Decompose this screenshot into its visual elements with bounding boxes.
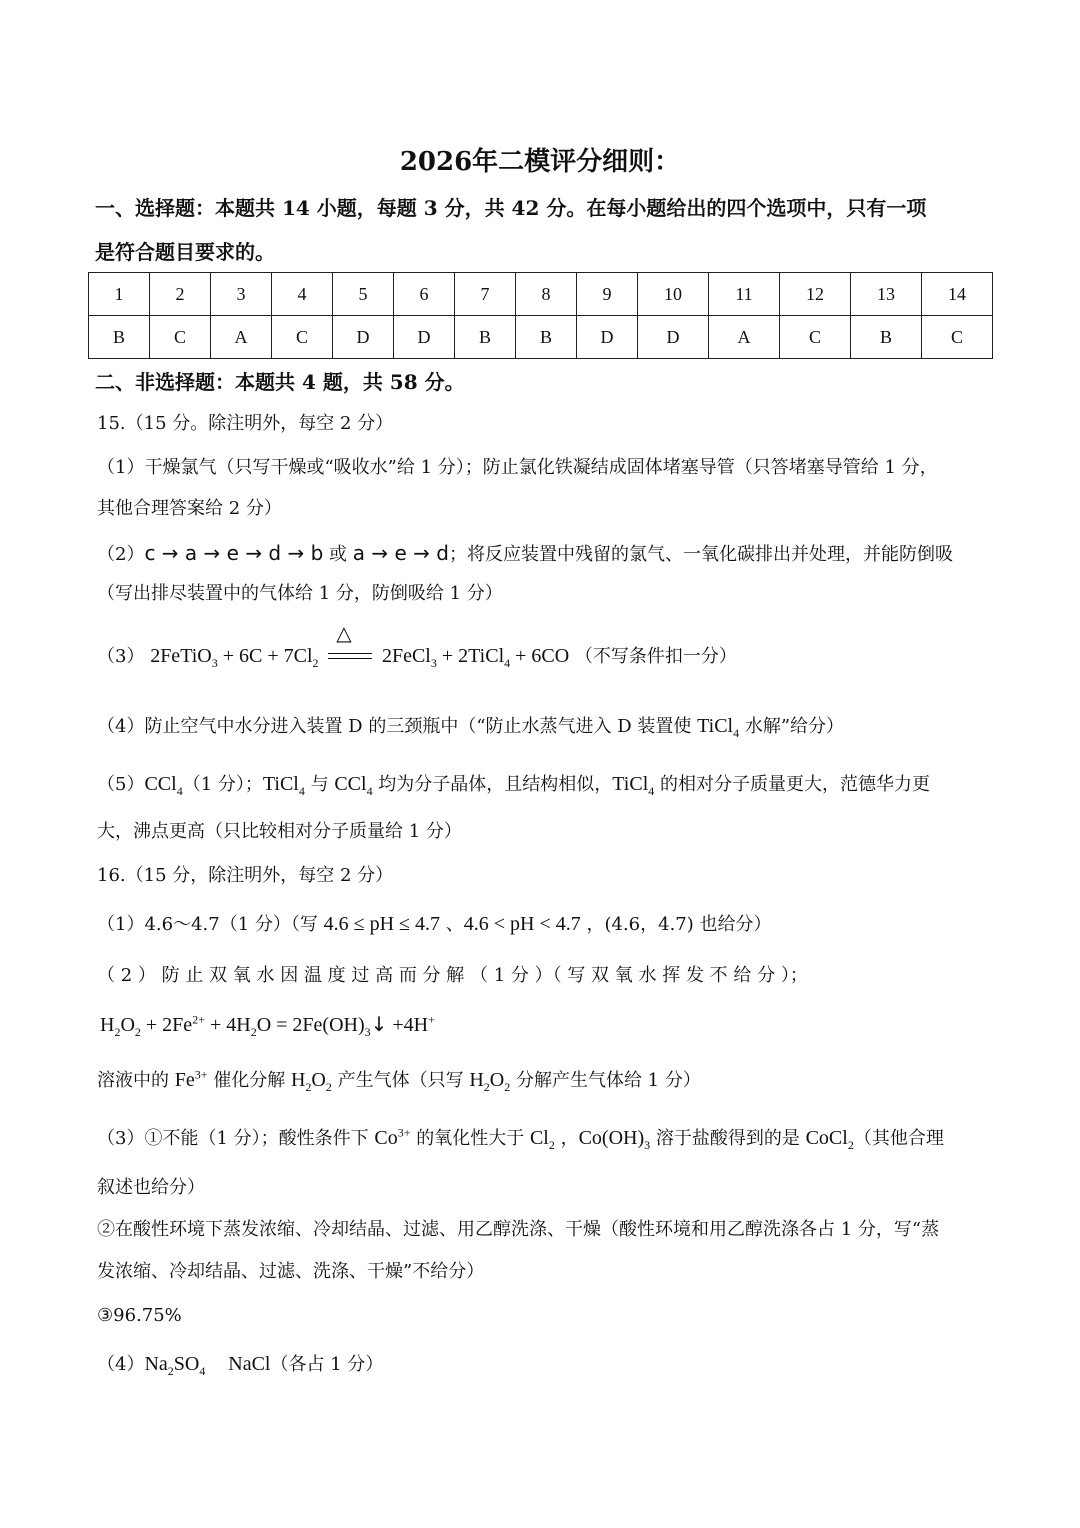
q16-part2-equation: $H_2O_2 + 2Fe^{2+} + 4H_2O$ = $2Fe(OH)_3↓ +4H^+$ [100, 1012, 435, 1039]
answer-cell: A [211, 316, 272, 359]
question-number: 3 [211, 273, 272, 316]
section1-line2: 是符合题目要求的。 [95, 240, 275, 264]
reaction-condition-sign [328, 621, 372, 663]
question-number: 9 [577, 273, 638, 316]
q15-header: 15.（15 分。除注明外，每空 2 分） [97, 413, 394, 434]
answer-table [88, 272, 993, 359]
q15-part2-line1 [97, 541, 953, 567]
q16-part2-line1: （ 2 ） 防 止 双 氧 水 因 温 度 过 高 而 分 解 （ 1 分 ）（ 写 双 氧 水 挥 发 不 给 分 ）； [97, 965, 808, 986]
question-number: 10 [638, 273, 709, 316]
answer-cell: C [780, 316, 851, 359]
answer-cell: C [150, 316, 211, 359]
question-number: 13 [851, 273, 922, 316]
page-title: 2026年二模评分细则： [399, 147, 681, 177]
q16-part2-line3: 溶液中的 $Fe^{3+}$ 催化分解 $H_2O_2$ 产生气体（只写 $H_2O_2$ 分解产生气体给 1 分） [97, 1067, 701, 1094]
q16-part3-line2: 叙述也给分） [97, 1177, 205, 1198]
q15-part1-line1: （1）干燥氯气（只写干燥或“吸收水”给 1 分）；防止氯化铁凝结成固体堵塞导管（只答堵塞导管给 1 分， [97, 457, 938, 478]
question-number: 4 [272, 273, 333, 316]
q16-part3-2-line1: ②在酸性环境下蒸发浓缩、冷却结晶、过滤、用乙醇洗涤、干燥（酸性环境和用乙醇洗涤各占 1 分，写“蒸 [97, 1219, 940, 1240]
answer-cell: A [709, 316, 780, 359]
answer-na2so4: $Na_2SO_4$ [144, 1353, 206, 1378]
equation-products: 2FeCl$_3$ + 2TiCl$_4$ + 6CO [381, 645, 570, 670]
answer-cell: D [638, 316, 709, 359]
question-number: 11 [709, 273, 780, 316]
or-word: 或 [329, 544, 348, 565]
heat-triangle-icon: △ [336, 621, 352, 645]
question-number: 12 [780, 273, 851, 316]
question-number: 5 [333, 273, 394, 316]
answer-table-number-row [89, 273, 993, 316]
q15-part1-line2: 其他合理答案给 2 分） [97, 498, 282, 519]
q15-part2-line2: （写出排尽装置中的气体给 1 分，防倒吸给 1 分） [97, 583, 503, 604]
answer-cell: B [516, 316, 577, 359]
answer-cell: B [455, 316, 516, 359]
question-number: 6 [394, 273, 455, 316]
answer-cell: D [394, 316, 455, 359]
q16-header: 16.（15 分，除注明外，每空 2 分） [97, 865, 394, 886]
answer-cell: C [272, 316, 333, 359]
answer-cell: D [577, 316, 638, 359]
part-label: （2） [97, 544, 145, 565]
q15-part5-line1: （5）CCl$_4$（1 分）；TiCl$_4$ 与 CCl$_4$ 均为分子晶体，且结构相似，TiCl$_4$ 的相对分子质量更大，范德华力更 [97, 773, 930, 798]
q16-part3-2-line2: 发浓缩、冷却结晶、过滤、洗涤、干燥”不给分） [97, 1261, 485, 1282]
section2-heading: 二、非选择题：本题共 4 题，共 58 分。 [95, 370, 465, 394]
part-label: （3） [97, 646, 145, 667]
question-number: 2 [150, 273, 211, 316]
question-number: 8 [516, 273, 577, 316]
answer-cell: B [851, 316, 922, 359]
part-label: （4） [97, 1354, 145, 1375]
question-number: 1 [89, 273, 150, 316]
equation-reactants: 2FeTiO$_3$ + $6C + 7Cl_2$ [150, 645, 319, 670]
answer-table-answer-row [89, 316, 993, 359]
section1-line1: 一、选择题：本题共 14 小题，每题 3 分，共 42 分。在每小题给出的四个选项中，只有一项 [95, 196, 927, 220]
q16-part1: （1）4.6～4.7（1 分）（写 4.6 ≤ pH ≤ 4.7 、4.6 < pH < 4.7 ，(4.6，4.7) 也给分） [97, 913, 772, 935]
answer-cell: C [922, 316, 993, 359]
q16-part3-3: ③96.75% [97, 1305, 182, 1326]
equation-note: （不写条件扣一分） [574, 646, 737, 667]
q16-part4 [97, 1352, 383, 1377]
answer-nacl: NaCl [228, 1353, 271, 1375]
answer-cell: D [333, 316, 394, 359]
q15-part4: （4）防止空气中水分进入装置 D 的三颈瓶中（“防止水蒸气进入 D 装置使 TiCl$_4$ 水解”给分） [97, 715, 845, 740]
q15-part3-equation [97, 621, 737, 670]
question-number: 7 [455, 273, 516, 316]
part2-explanation: ；将反应装置中残留的氯气、一氧化碳排出并处理，并能防倒吸 [448, 544, 953, 565]
answer-cell: B [89, 316, 150, 359]
question-number: 14 [922, 273, 993, 316]
part4-note: （各占 1 分） [270, 1354, 384, 1375]
reaction-sequence: c → a → e → d → b [144, 541, 324, 565]
q15-part5-line2: 大，沸点更高（只比较相对分子质量给 1 分） [97, 821, 462, 842]
q16-part3-line1: （3）①不能（1 分）；酸性条件下 $Co^{3+}$ 的氧化性大于 $Cl_2$ ，$Co(OH)_3$ 溶于盐酸得到的是 CoCl$_2$（其他合理 [97, 1125, 944, 1152]
reaction-sequence-alt: a → e → d [352, 541, 449, 565]
